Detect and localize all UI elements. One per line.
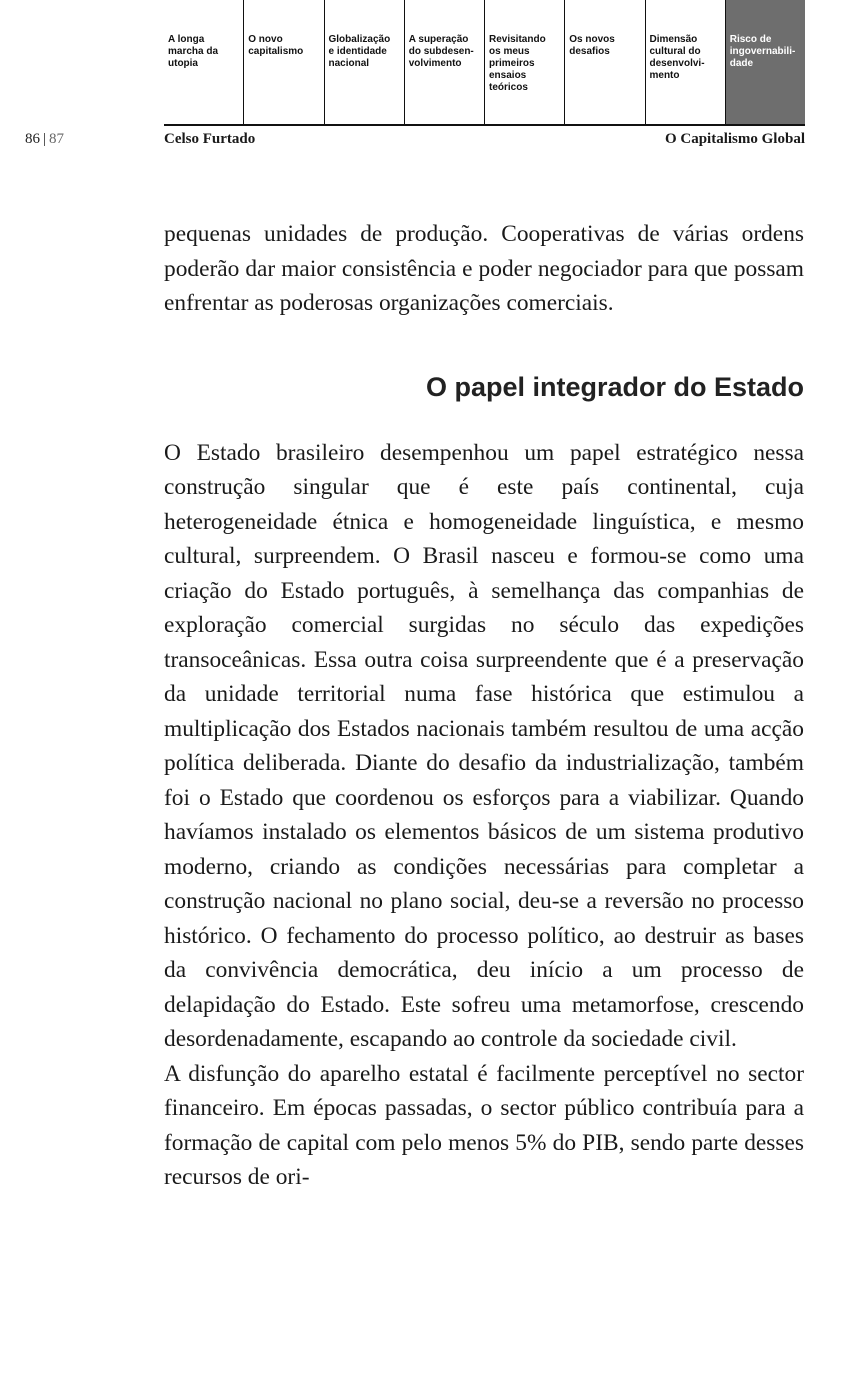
chapter-tab: A superação do subdesen- volvimento: [405, 0, 485, 124]
body-paragraph: A disfunção do aparelho estatal é facilmente perceptível no sector financeiro. Em épocas passadas, o sector público contribuía para a formação de capital com pelo menos 5% do PIB, sendo parte desses recursos de ori-: [164, 1060, 804, 1190]
chapter-tab: Revisitando os meus primeiros ensaios teóricos: [485, 0, 565, 124]
chapter-tab: O novo capitalismo: [244, 0, 324, 124]
chapter-tab-active: Risco de ingovernabili- dade: [726, 0, 805, 124]
body-paragraph: pequenas unidades de produção. Cooperativas de várias ordens poderão dar maior consistência e poder negociador para que possam enfrentar as poderosas organizações comerciais.: [164, 221, 804, 316]
chapter-tab: Os novos desafios: [565, 0, 645, 124]
page-numbers: [25, 131, 64, 148]
page-body: [164, 217, 804, 1195]
chapter-navigation: [164, 0, 805, 126]
chapter-tab: Globalização e identidade nacional: [325, 0, 405, 124]
page-separator: |: [43, 131, 47, 147]
running-head-title: O Capitalismo Global: [664, 131, 805, 147]
section-heading: O papel integrador do Estado: [425, 371, 804, 402]
chapter-tab: Dimensão cultural do desenvolvi- mento: [646, 0, 726, 124]
running-head-author: Celso Furtado: [164, 131, 256, 147]
page-number-right: 87: [49, 131, 65, 147]
body-paragraph: O Estado brasileiro desempenhou um papel estratégico nessa construção singular que é este país continental, cuja heterogeneidade étnica e homogeneidade linguística, e mesmo cultural, surpreendem. O Brasil nasceu e formou-se como uma criação do Estado português, à semelhança das companhias de exploração comercial surgidas no século das expedições transoceânicas. Essa outra coisa surpreendente que é a preservação da unidade territorial numa fase histórica que estimulou a multiplicação dos Estados nacionais também resultou de uma acção política deliberada. Diante do desafio da industrialização, também foi o Estado que coordenou os esforços para a viabilizar. Quando havíamos instalado os elementos básicos de um sistema produtivo moderno, criando as condições necessárias para completar a construção nacional no plano social, deu-se a reversão no processo histórico. O fechamento do processo político, ao destruir as bases da convivência democrática, deu início a um processo de delapidação do Estado. Este sofreu uma metamorfose, crescendo desordenadamente, escapando ao controle da sociedade civil.: [164, 439, 804, 1052]
chapter-tab: A longa marcha da utopia: [164, 0, 244, 124]
page-number-left: 86: [25, 131, 40, 147]
